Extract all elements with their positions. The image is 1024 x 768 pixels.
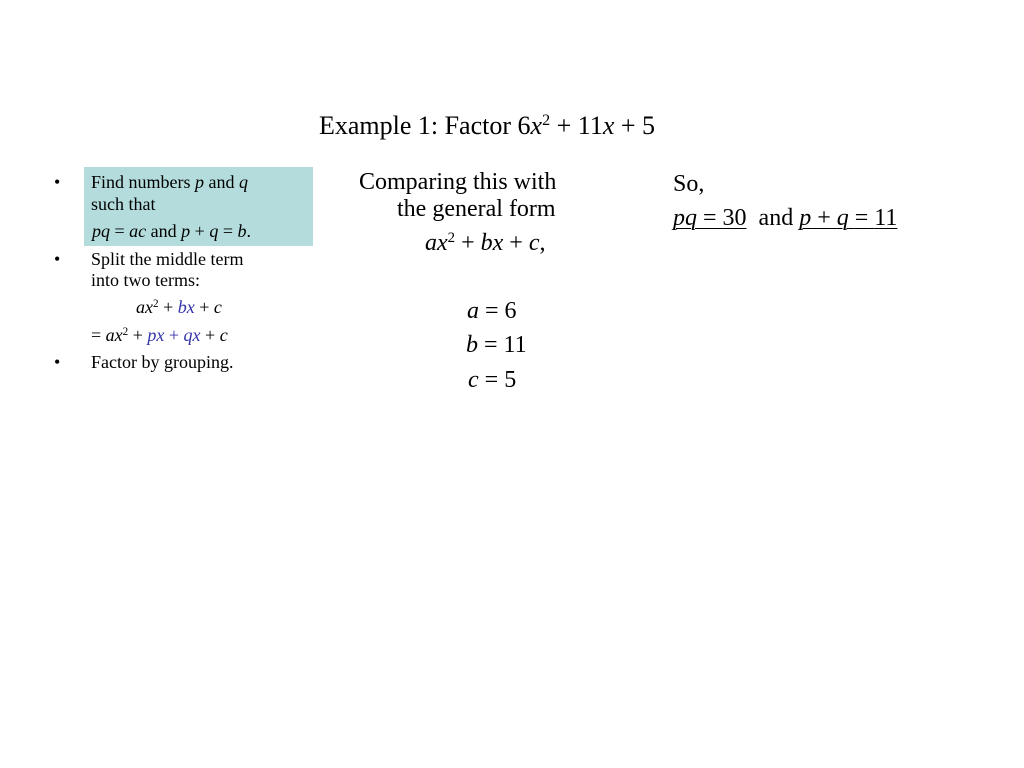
step2-line1: Split the middle term xyxy=(91,249,244,269)
bullet-icon: • xyxy=(54,249,61,269)
result-conditions: pq = 30 and p + q = 11 xyxy=(673,205,898,231)
step1-condition: pq = ac and p + q = b. xyxy=(92,221,251,241)
step1-line1: Find numbers p and q xyxy=(91,172,249,192)
compare-line2: the general form xyxy=(397,196,556,222)
pq-equation: pq = 30 xyxy=(673,205,747,231)
step1-line2: such that xyxy=(91,194,156,214)
coef-c: c = 5 xyxy=(468,367,517,393)
coef-a: a = 6 xyxy=(467,298,517,324)
step2-expression: $ax^2$ + bx + c xyxy=(136,297,222,317)
bullet-icon: • xyxy=(54,172,61,192)
step2-line2: into two terms: xyxy=(91,270,200,290)
sum-equation: p + q = 11 xyxy=(799,205,898,231)
step3-line: Factor by grouping. xyxy=(91,352,234,372)
so-label: So, xyxy=(673,171,705,197)
bullet-icon: • xyxy=(54,352,61,372)
coef-b: b = 11 xyxy=(466,332,527,358)
general-form: $ax^2$ + bx + c, xyxy=(425,229,546,256)
slide-title: Example 1: Factor $6x^2 + 11x + 5$ xyxy=(318,111,656,140)
compare-line1: Comparing this with xyxy=(359,169,557,195)
step2-split-expression: = $ax^2$ + px + qx + c xyxy=(91,325,228,345)
